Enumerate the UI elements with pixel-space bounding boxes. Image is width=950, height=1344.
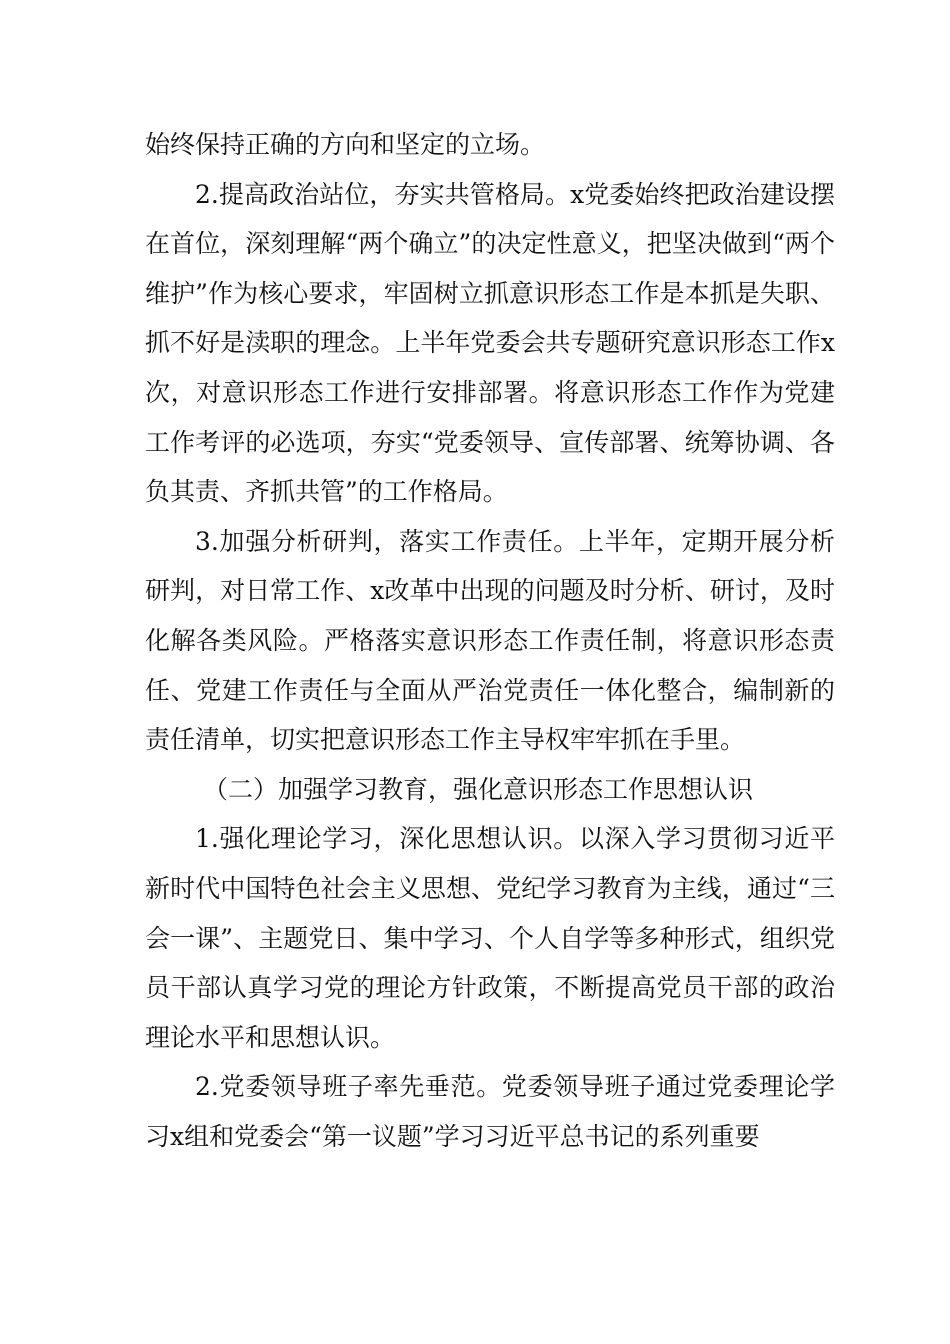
paragraph-theory-study: 1.强化理论学习，深化思想认识。以深入学习贯彻习近平新时代中国特色社会主义思想、党纪学习教育为主线，通过“三会一课”、主题党日、集中学习、个人自学等多种形式，组织党员干部认真学习党的理论方针政策，不断提高党员干部的政治理论水平和思想认识。 [145,824,835,1052]
document-body [145,120,835,1161]
section-heading: （二）加强学习教育，强化意识形态工作思想认识 [203,774,754,804]
paragraph-leadership-example: 2.党委领导班子率先垂范。党委领导班子通过党委理论学习x组和党委会“第一议题”学习习近平总书记的系列重要 [145,1072,835,1151]
paragraph-continuation: 始终保持正确的方向和坚定的立场。 [145,130,546,159]
paragraph-analysis-responsibility: 3.加强分析研判，落实工作责任。上半年，定期开展分析研判，对日常工作、x改革中出现的问题及时分析、研讨，及时化解各类风险。严格落实意识形态工作责任制，将意识形态责任、党建工作责任与全面从严治党责任一体化整合，编制新的责任清单，切实把意识形态工作主导权牢牢抓在手里。 [145,526,835,755]
paragraph-political-stance: 2.提高政治站位，夯实共管格局。x党委始终把政治建设摆在首位，深刻理解“两个确立”的决定性意义，把坚决做到“两个维护”作为核心要求，牢固树立抓意识形态工作是本抓是失职、抓不好是渎职的理念。上半年党委会共专题研究意识形态工作x次，对意识形态工作进行安排部署。将意识形态工作作为党建工作考评的必选项，夯实“党委领导、宣传部署、统筹协调、各负其责、齐抓共管”的工作格局。 [145,179,835,507]
